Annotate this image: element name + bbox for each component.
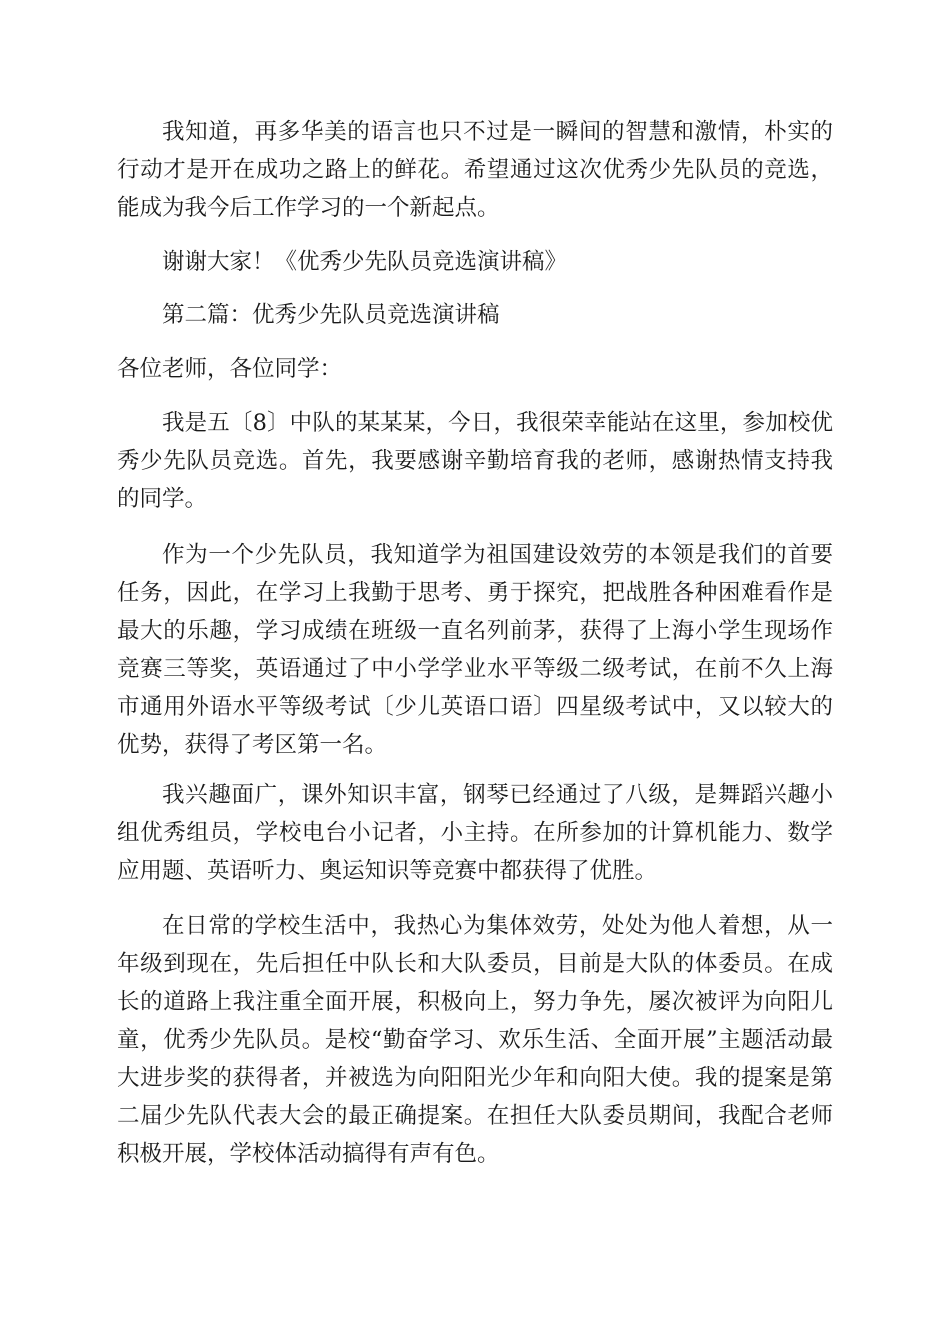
section-heading: 第二篇：优秀少先队员竞选演讲稿: [162, 302, 500, 328]
paragraph-thanks: 谢谢大家！《优秀少先队员竞选演讲稿》: [162, 249, 568, 275]
paragraph-interests: 我兴趣面广，课外知识丰富，钢琴已经通过了八级，是舞蹈兴趣小组优秀组员，学校电台小记者，小主持。在所参加的计算机能力、数学应用题、英语听力、奥运知识等竞赛中都获得了优胜。: [117, 782, 833, 884]
paragraph-introduction: 我是五〔8〕中队的某某某，今日，我很荣幸能站在这里，参加校优秀少先队员竞选。首先，我要感谢辛勤培育我的老师，感谢热情支持我的同学。: [117, 410, 833, 512]
paragraph-study: 作为一个少先队员，我知道学为祖国建设效劳的本领是我们的首要任务，因此，在学习上我勤于思考、勇于探究，把战胜各种困难看作是最大的乐趣，学习成绩在班级一直名列前茅，获得了上海小学生现场作竞赛三等奖，英语通过了中小学学业水平等级二级考试，在前不久上海市通用外语水平等级考试〔少儿英语口语〕四星级考试中，又以较大的优势，获得了考区第一名。: [117, 542, 833, 758]
paragraph-school-life: 在日常的学校生活中，我热心为集体效劳，处处为他人着想，从一年级到现在，先后担任中队长和大队委员，目前是大队的体委员。在成长的道路上我注重全面开展，积极向上，努力争先，屡次被评为向阳儿童，优秀少先队员。是校“勤奋学习、欢乐生活、全面开展”主题活动最大进步奖的获得者，并被选为向阳阳光少年和向阳大使。我的提案是第二届少先队代表大会的最正确提案。在担任大队委员期间，我配合老师积极开展，学校体活动搞得有声有色。: [117, 913, 833, 1167]
paragraph-closing-thoughts: 我知道，再多华美的语言也只不过是一瞬间的智慧和激情，朴实的行动才是开在成功之路上的鲜花。希望通过这次优秀少先队员的竞选，能成为我今后工作学习的一个新起点。: [117, 119, 833, 221]
salutation: 各位老师，各位同学：: [117, 356, 343, 382]
